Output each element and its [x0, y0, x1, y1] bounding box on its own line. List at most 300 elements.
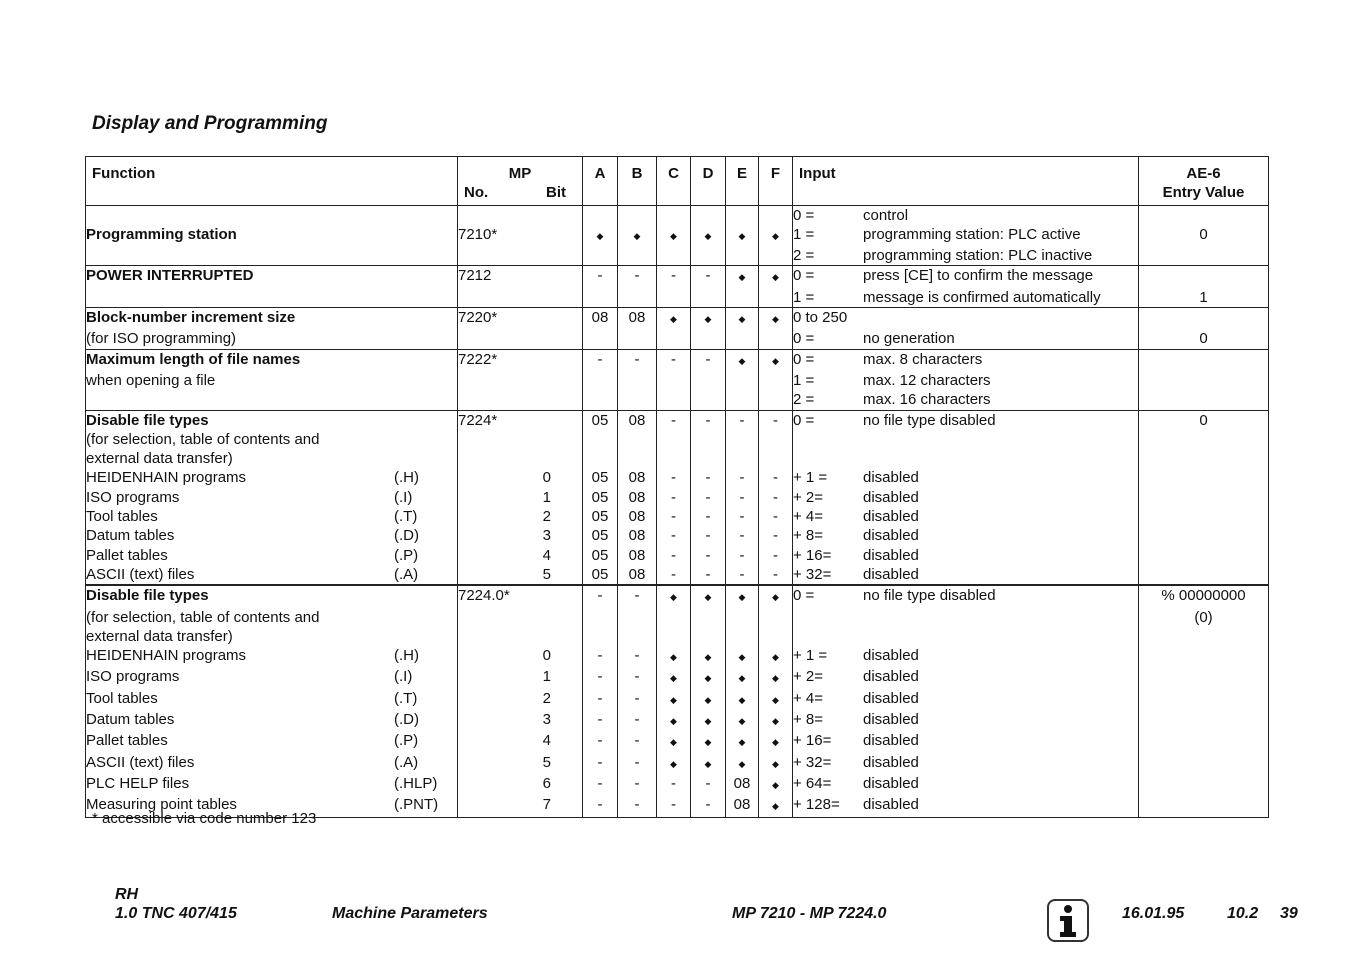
diamond-icon: ◆ — [772, 758, 779, 769]
table-row — [86, 546, 1269, 565]
input-cell — [793, 449, 1139, 468]
diamond-icon: ◆ — [670, 758, 677, 769]
column-d-cell — [691, 731, 726, 752]
mp-cell — [458, 608, 583, 627]
input-description: no generation — [863, 330, 955, 348]
column-d-cell — [691, 430, 726, 449]
file-extension: (.I) — [394, 668, 413, 686]
function-cell — [86, 488, 458, 507]
input-cell — [793, 526, 1139, 545]
column-d-cell — [691, 390, 726, 410]
column-f-cell — [759, 488, 793, 507]
diamond-icon: ◆ — [704, 314, 712, 325]
footer-product: 1.0 TNC 407/415 — [115, 905, 237, 922]
column-b-value: - — [634, 350, 640, 368]
entry-value-cell: (0) — [1139, 608, 1269, 627]
column-c-cell — [657, 795, 691, 817]
column-e-cell — [726, 205, 759, 225]
function-cell — [86, 507, 458, 526]
column-a-cell — [583, 488, 618, 507]
input-description: message is confirmed automatically — [863, 288, 1101, 306]
input-description: no file type disabled — [863, 587, 996, 605]
diamond-icon: ◆ — [704, 758, 712, 769]
column-c-cell — [657, 646, 691, 667]
column-e-cell — [726, 371, 759, 390]
table-row — [86, 646, 1269, 667]
entry-value-cell — [1139, 371, 1269, 390]
info-glyph — [1056, 904, 1080, 938]
input-code: + 16= — [793, 546, 832, 564]
mp-bit: 5 — [542, 565, 551, 583]
function-label: (for ISO programming) — [86, 330, 237, 348]
column-c-cell — [657, 667, 691, 688]
column-f-cell — [759, 288, 793, 308]
table-row — [86, 608, 1269, 627]
column-b-cell — [618, 774, 657, 795]
column-a-value: 08 — [591, 309, 609, 327]
input-cell — [793, 205, 1139, 225]
input-code: 0 to 250 — [793, 309, 848, 327]
column-f-cell — [759, 646, 793, 667]
footer-range: MP 7210 - MP 7224.0 — [732, 905, 887, 922]
mp-bit: 5 — [542, 753, 551, 771]
function-cell — [86, 430, 458, 449]
diamond-icon: ◆ — [670, 737, 677, 748]
function-cell — [86, 205, 458, 225]
function-cell — [86, 246, 458, 266]
column-c-cell — [657, 488, 691, 507]
footer-section: Machine Parameters — [332, 905, 488, 922]
table-row — [86, 565, 1269, 585]
function-label: ISO programs — [86, 668, 180, 686]
table-row — [86, 349, 1269, 371]
column-c-cell — [657, 449, 691, 468]
column-a-cell — [583, 774, 618, 795]
mp-cell — [458, 627, 583, 646]
column-c-cell — [657, 507, 691, 526]
function-cell — [86, 288, 458, 308]
diamond-icon: ◆ — [704, 737, 712, 748]
input-cell — [793, 390, 1139, 410]
column-c-cell — [657, 585, 691, 607]
column-b-value: 08 — [628, 488, 646, 506]
diamond-icon: ◆ — [772, 737, 779, 748]
input-description: disabled — [863, 774, 919, 792]
function-label: PLC HELP files — [86, 774, 190, 792]
entry-value-cell: 0 — [1139, 410, 1269, 430]
input-cell — [793, 608, 1139, 627]
function-cell — [86, 774, 458, 795]
column-a-cell — [583, 585, 618, 607]
column-a-value: - — [597, 647, 603, 665]
column-e-cell — [726, 410, 759, 430]
column-b-cell — [618, 795, 657, 817]
file-extension: (.A) — [394, 753, 419, 771]
mp-bit: 2 — [542, 508, 551, 526]
input-cell — [793, 349, 1139, 371]
column-c-cell — [657, 565, 691, 585]
column-d-value: - — [705, 774, 711, 792]
column-f-cell — [759, 608, 793, 627]
column-d-value: - — [705, 796, 711, 814]
column-c-value: - — [671, 411, 676, 429]
diamond-icon: ◆ — [772, 355, 779, 366]
mp-cell — [458, 410, 583, 430]
column-e-value: - — [739, 469, 745, 487]
column-c-value: - — [671, 565, 676, 583]
diamond-icon: ◆ — [704, 230, 712, 241]
column-e-cell — [726, 585, 759, 607]
mp-cell — [458, 288, 583, 308]
column-e-cell — [726, 795, 759, 817]
mp-bit: 2 — [542, 689, 551, 707]
table-row — [86, 449, 1269, 468]
column-f-cell — [759, 689, 793, 710]
column-f-cell — [759, 266, 793, 288]
table-body — [86, 205, 1269, 817]
column-d-cell — [691, 468, 726, 487]
column-d-cell — [691, 308, 726, 330]
column-d-cell — [691, 329, 726, 349]
column-d-cell — [691, 371, 726, 390]
column-c-cell — [657, 225, 691, 246]
function-label: Measuring point tables — [86, 796, 237, 814]
column-e-cell — [726, 546, 759, 565]
table-row — [86, 774, 1269, 795]
entry-value-cell — [1139, 731, 1269, 752]
input-cell — [793, 266, 1139, 288]
column-e-cell — [726, 731, 759, 752]
column-c-cell — [657, 430, 691, 449]
column-e-cell — [726, 608, 759, 627]
file-extension: (.H) — [394, 469, 419, 487]
column-b-cell — [618, 710, 657, 731]
function-label: POWER INTERRUPTED — [86, 267, 254, 285]
input-code: + 64= — [793, 774, 832, 792]
input-cell — [793, 667, 1139, 688]
table-row — [86, 689, 1269, 710]
mp-cell — [458, 774, 583, 795]
column-b-cell — [618, 731, 657, 752]
column-d-cell — [691, 410, 726, 430]
column-b-cell — [618, 488, 657, 507]
mp-bit: 1 — [542, 488, 551, 506]
file-extension: (.D) — [394, 527, 419, 545]
table-header-row — [86, 157, 1269, 206]
file-extension: (.T) — [394, 689, 418, 707]
input-cell — [793, 565, 1139, 585]
column-a-cell — [583, 627, 618, 646]
column-b-cell — [618, 410, 657, 430]
column-f-value: - — [773, 508, 778, 526]
column-b-value: 08 — [628, 546, 646, 564]
column-d-value: - — [705, 469, 711, 487]
entry-value-cell — [1139, 430, 1269, 449]
column-f-cell — [759, 507, 793, 526]
column-b-cell — [618, 308, 657, 330]
entry-value-cell — [1139, 710, 1269, 731]
column-d-cell — [691, 646, 726, 667]
header-function: Function — [86, 157, 458, 206]
entry-value-cell — [1139, 565, 1269, 585]
mp-cell — [458, 507, 583, 526]
function-cell — [86, 731, 458, 752]
function-label: Datum tables — [86, 711, 175, 729]
section-title: Display and Programming — [92, 113, 328, 134]
column-b-cell — [618, 585, 657, 607]
function-label: ASCII (text) files — [86, 565, 195, 583]
header-bit: Bit — [546, 184, 566, 202]
input-description: disabled — [863, 689, 919, 707]
function-label: Tool tables — [86, 689, 158, 707]
input-description: max. 16 characters — [863, 391, 991, 409]
column-c-cell — [657, 689, 691, 710]
column-e-cell — [726, 627, 759, 646]
column-e-cell — [726, 390, 759, 410]
column-d-cell — [691, 710, 726, 731]
function-label: Pallet tables — [86, 732, 168, 750]
diamond-icon: ◆ — [670, 314, 677, 325]
column-c-value: - — [671, 488, 676, 506]
input-cell — [793, 410, 1139, 430]
column-a-value: 05 — [591, 488, 609, 506]
column-d-cell — [691, 667, 726, 688]
entry-value-cell — [1139, 646, 1269, 667]
column-c-cell — [657, 266, 691, 288]
diamond-icon: ◆ — [738, 716, 746, 727]
entry-value-cell: 0 — [1139, 225, 1269, 246]
column-e-cell — [726, 667, 759, 688]
diamond-icon: ◆ — [772, 716, 779, 727]
column-c-cell — [657, 468, 691, 487]
input-cell — [793, 753, 1139, 774]
file-extension: (.HLP) — [394, 774, 438, 792]
column-a-cell — [583, 795, 618, 817]
mp-cell — [458, 430, 583, 449]
column-c-cell — [657, 710, 691, 731]
column-a-cell — [583, 449, 618, 468]
column-d-cell — [691, 753, 726, 774]
mp-cell — [458, 710, 583, 731]
column-b-cell — [618, 225, 657, 246]
column-f-cell — [759, 349, 793, 371]
column-e-cell — [726, 225, 759, 246]
function-cell — [86, 410, 458, 430]
function-label: Disable file types — [86, 587, 209, 605]
mp-cell — [458, 225, 583, 246]
table-row — [86, 667, 1269, 688]
table-row — [86, 507, 1269, 526]
column-d-value: - — [705, 267, 711, 285]
column-b-cell — [618, 371, 657, 390]
footnote: * accessible via code number 123 — [92, 810, 317, 827]
file-extension: (.A) — [394, 565, 419, 583]
column-e-cell — [726, 329, 759, 349]
column-d-value: - — [705, 546, 711, 564]
input-code: 0 = — [793, 411, 815, 429]
column-b-value: - — [634, 668, 640, 686]
entry-value-cell — [1139, 507, 1269, 526]
column-d-cell — [691, 246, 726, 266]
column-f-cell — [759, 565, 793, 585]
column-e-cell — [726, 710, 759, 731]
column-e-cell — [726, 774, 759, 795]
input-code: + 8= — [793, 527, 824, 545]
file-extension: (.P) — [394, 546, 419, 564]
column-c-value: - — [671, 350, 676, 368]
input-code: 0 = — [793, 587, 815, 605]
entry-value-cell: 1 — [1139, 288, 1269, 308]
header-f: F — [759, 157, 793, 206]
column-b-cell — [618, 546, 657, 565]
column-a-cell — [583, 546, 618, 565]
column-b-value: 08 — [628, 565, 646, 583]
column-a-cell — [583, 329, 618, 349]
input-code: + 2= — [793, 488, 824, 506]
mp-cell — [458, 488, 583, 507]
column-b-cell — [618, 689, 657, 710]
mp-cell — [458, 468, 583, 487]
column-e-value: - — [739, 546, 745, 564]
entry-value-cell — [1139, 627, 1269, 646]
mp-cell — [458, 689, 583, 710]
column-b-cell — [618, 390, 657, 410]
header-a: A — [583, 157, 618, 206]
column-a-value: 05 — [591, 565, 609, 583]
column-f-cell — [759, 329, 793, 349]
column-a-value: - — [597, 267, 603, 285]
mp-bit: 3 — [542, 527, 551, 545]
diamond-icon: ◆ — [772, 694, 779, 705]
file-extension: (.T) — [394, 508, 418, 526]
function-cell — [86, 390, 458, 410]
mp-cell — [458, 205, 583, 225]
column-d-cell — [691, 689, 726, 710]
diamond-icon: ◆ — [738, 592, 746, 603]
mp-number: 7224.0* — [458, 587, 510, 605]
column-a-cell — [583, 308, 618, 330]
column-d-cell — [691, 266, 726, 288]
diamond-icon: ◆ — [704, 694, 712, 705]
table-row — [86, 731, 1269, 752]
column-c-value: - — [671, 527, 676, 545]
entry-value-cell — [1139, 449, 1269, 468]
column-f-cell — [759, 225, 793, 246]
function-label: external data transfer) — [86, 627, 233, 645]
column-b-value: - — [634, 711, 640, 729]
column-a-cell — [583, 349, 618, 371]
input-cell — [793, 430, 1139, 449]
diamond-icon: ◆ — [772, 652, 779, 663]
column-f-cell — [759, 410, 793, 430]
input-description: max. 8 characters — [863, 350, 983, 368]
column-a-value: - — [597, 689, 603, 707]
column-b-value: - — [634, 753, 640, 771]
column-e-cell — [726, 565, 759, 585]
input-cell — [793, 507, 1139, 526]
mp-bit: 6 — [542, 774, 551, 792]
entry-value-cell — [1139, 349, 1269, 371]
input-description: disabled — [863, 527, 919, 545]
column-b-cell — [618, 627, 657, 646]
diamond-icon: ◆ — [633, 230, 641, 241]
input-description: disabled — [863, 546, 919, 564]
input-cell — [793, 371, 1139, 390]
column-d-cell — [691, 449, 726, 468]
column-a-value: 05 — [591, 546, 609, 564]
header-entry-value — [1139, 157, 1269, 206]
mp-cell — [458, 349, 583, 371]
input-code: + 4= — [793, 689, 824, 707]
column-b-cell — [618, 646, 657, 667]
column-c-cell — [657, 410, 691, 430]
column-d-cell — [691, 288, 726, 308]
column-d-cell — [691, 225, 726, 246]
column-a-value: - — [597, 350, 603, 368]
column-f-value: - — [773, 488, 778, 506]
diamond-icon: ◆ — [738, 694, 746, 705]
function-cell — [86, 585, 458, 607]
diamond-icon: ◆ — [670, 592, 677, 603]
column-a-cell — [583, 608, 618, 627]
column-d-cell — [691, 488, 726, 507]
column-b-cell — [618, 468, 657, 487]
file-extension: (.PNT) — [394, 796, 439, 814]
input-cell — [793, 308, 1139, 330]
column-b-cell — [618, 608, 657, 627]
table-row — [86, 430, 1269, 449]
column-b-cell — [618, 565, 657, 585]
column-e-value: - — [739, 527, 745, 545]
column-f-cell — [759, 390, 793, 410]
column-d-value: - — [705, 565, 711, 583]
table-row — [86, 488, 1269, 507]
entry-value-cell — [1139, 546, 1269, 565]
column-f-cell — [759, 710, 793, 731]
input-description: disabled — [863, 508, 919, 526]
input-cell — [793, 468, 1139, 487]
mp-cell — [458, 731, 583, 752]
column-b-cell — [618, 507, 657, 526]
mp-cell — [458, 753, 583, 774]
column-b-value: 08 — [628, 309, 646, 327]
input-description: disabled — [863, 647, 919, 665]
table-row — [86, 390, 1269, 410]
column-d-cell — [691, 774, 726, 795]
column-d-cell — [691, 608, 726, 627]
column-f-value: - — [773, 527, 778, 545]
mp-cell — [458, 585, 583, 607]
file-extension: (.H) — [394, 647, 419, 665]
function-label: (for selection, table of contents and — [86, 608, 320, 626]
function-label: HEIDENHAIN programs — [86, 647, 247, 665]
diamond-icon: ◆ — [670, 694, 677, 705]
column-d-cell — [691, 526, 726, 545]
input-code: 1 = — [793, 225, 815, 243]
function-cell — [86, 710, 458, 731]
diamond-icon: ◆ — [772, 230, 779, 241]
mp-number: 7212 — [458, 267, 492, 285]
input-cell — [793, 488, 1139, 507]
input-code: 2 = — [793, 247, 815, 265]
function-label: Maximum length of file names — [86, 350, 301, 368]
function-cell — [86, 546, 458, 565]
column-c-value: - — [671, 267, 676, 285]
input-description: disabled — [863, 565, 919, 583]
column-e-cell — [726, 526, 759, 545]
column-c-cell — [657, 329, 691, 349]
column-a-value: - — [597, 587, 603, 605]
